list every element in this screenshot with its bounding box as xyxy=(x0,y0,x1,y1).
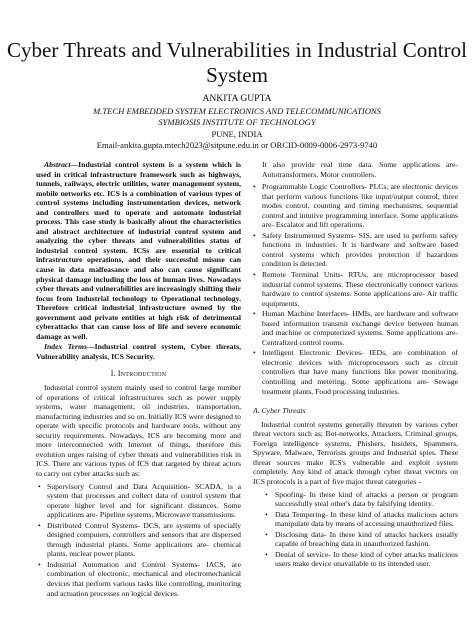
index-terms xyxy=(36,342,241,361)
threat-category-list xyxy=(253,490,458,569)
subsection-heading-cyber-threats: A. Cyber Threats xyxy=(253,406,306,416)
section-heading-introduction: I. Introduction xyxy=(110,369,167,379)
bullet-icon: • xyxy=(265,549,268,559)
paper-title: Cyber Threats and Vulnerabilities in Industrial Control System xyxy=(7,38,467,87)
abstract-lead: Abstract xyxy=(44,160,71,169)
list-item: • Safety Instrumented Systems- SIS, are used to perform safety functions in industries. It is hardware and software based control systems which provides protection if hazardous condition is detected. xyxy=(253,230,458,269)
list-item: • Remote Terminal Units- RTUs, are microprocessor based industrial control systems. These electronically connect various hardware to control systems. Some applications are- Air traffic equipments. xyxy=(253,270,458,308)
bullet-icon: • xyxy=(38,481,41,491)
bullet-icon: • xyxy=(265,489,268,499)
author-name: ANKITA GUPTA xyxy=(202,93,272,104)
bullet-icon: • xyxy=(38,559,41,569)
list-item: • Data Tempering- In these kind of attacks malicious actors manipulate data by means of accessing unauthorized files. xyxy=(265,509,458,529)
author-program: M.TECH EMBEDDED SYSTEM ELECTRONICS AND TELECOMMUNICATIONS xyxy=(93,105,381,116)
bullet-icon: • xyxy=(265,529,268,539)
bullet-icon: • xyxy=(253,182,256,192)
cyber-threats-paragraph: Industrial control systems generally threaten by various cyber threat vectors such as; Bot-networks, Attackers, Criminal groups, Foreign intelligence systems, Phishers, Insiders, Spammers, Spyware, Malware, Terrorists groups and Industrial spies. These threat sources make ICS's vulnerable and exploit system completely. Any kind of attack through cyber threat vectors on ICS protocols is a part of five major threat categories - xyxy=(253,419,458,486)
author-contact: Email-ankita.gupta.mtech2023@sitpune.edu.in or ORCID-0009-0006-2973-9740 xyxy=(96,140,378,151)
abstract-text: —Industrial control system is a system which is used in critical infrastructure framework such as highways, tunnels, railways, electric utilities, water management system, mobile networks etc. ICS is a combination of various types of control systems including instrumentation devices, network and controllers used to operate and automate industrial process. This case study is basically about the characteristics and abstract architecture of industrial control system and analyzing the cyber threats and vulnerabilities status of industrial control system. ICSs are essential to critical infrastructure operations, and their successful misuse can cause in data malfeasance and also can cause significant physical damage including the loss of human lives. Nowadays cyber threats and vulnerabilities are increasingly shifting their focus from Industrial technology to Operational technology. Therefore critical industrial infrastructure owned by the government and private entities at high risk of detrimental cyberattacks that can cause loss of life and severe economic damage as well. xyxy=(36,160,241,341)
index-terms-text: —Industrial control system, Cyber threats, Vulnerability analysis, ICS Security. xyxy=(36,342,241,361)
author-block xyxy=(0,93,474,152)
bullet-icon: • xyxy=(253,348,256,358)
list-item: • Supervisory Control and Data Acquisition- SCADA, is a system that processes and collect data of control system that operate higher level and for significant distances. Some applications are- Pipeline systems, Microwave transmissions. xyxy=(38,481,241,520)
index-terms-lead: Index Terms xyxy=(44,342,87,352)
bullet-icon: • xyxy=(265,509,268,519)
list-item: • Human Machine Interfaces- HMIs, are hardware and software based information transmit exchange device between human and machine or computerized systems. Some applications are- Centralized control rooms. xyxy=(253,309,458,347)
list-item: • Distributed Control Systems- DCS, are systems of specially designed computers, controllers and sensors that are dispersed through industrial plants. Some applications are- chemical plants, nuclear power plants. xyxy=(38,520,241,559)
right-column xyxy=(253,160,458,570)
bullet-icon: • xyxy=(253,270,256,280)
left-column xyxy=(36,160,241,599)
abstract xyxy=(36,160,241,341)
continuation-text: It also provide real time data. Some applications are- Autotransformers, Motor controllers. xyxy=(262,160,458,179)
ics-type-list xyxy=(36,482,241,599)
intro-paragraph: Industrial control system mainly used to control large number of operations of critical infrastructures such as power supply systems, water management, oil industries, transportation, manufacturing industries and so on. Initially ICS were designed to operate with specific protocols and hardware tools, without any security requirements. Nowadays, ICS are becoming more and more interconnected with Internet of things, therefore this evolution urges raising of cyber threats and vulnerabilities risk in ICS. There are various types of ICS that targeted by threat actors to carry out cyber attacks such as: xyxy=(36,383,241,478)
bullet-icon: • xyxy=(253,309,256,319)
list-item: • Spoofing- In these kind of attacks a person or program successfully steal other's data by falsifying identity. xyxy=(265,489,458,509)
list-item: • Disclosing data- In these kind of attacks hackers usually capable of breaching data in unauthorized fashion. xyxy=(265,529,458,549)
ics-type-list-continued xyxy=(253,182,458,396)
bullet-icon: • xyxy=(253,230,256,240)
list-item: • Industrial Automation and Control Systems- IACS, are combination of electronic, mechanical and electromechanical devices that perform various tasks like controlling, monitoring and actuation processes on logical devices. xyxy=(38,559,241,598)
author-location: PUNE, INDIA xyxy=(211,128,263,139)
list-item: • Denial of service- In these kind of cyber attacks malicious users make device unavailable to its intended user. xyxy=(265,549,458,569)
author-institute: SYMBIOSIS INSTITUTE OF TECHNOLOGY xyxy=(158,117,316,128)
list-item: • Programmable Logic Controllers- PLCs, are electronic devices that perform various functions like input/output control, three modes control, counting and timing mechanisms, sequential control and intutive programming interface. Some applications are- Escalator and lift operations. xyxy=(253,182,458,230)
list-item: • Intelligent Electronic Devices- IEDs, are combination of electronic devices with microprocessors such as circuit controllers that have many functions like power monitoring, controlling and metering. Some applications are- Sewage treatment plants, Food processing industries. xyxy=(253,348,458,396)
bullet-icon: • xyxy=(38,520,41,530)
